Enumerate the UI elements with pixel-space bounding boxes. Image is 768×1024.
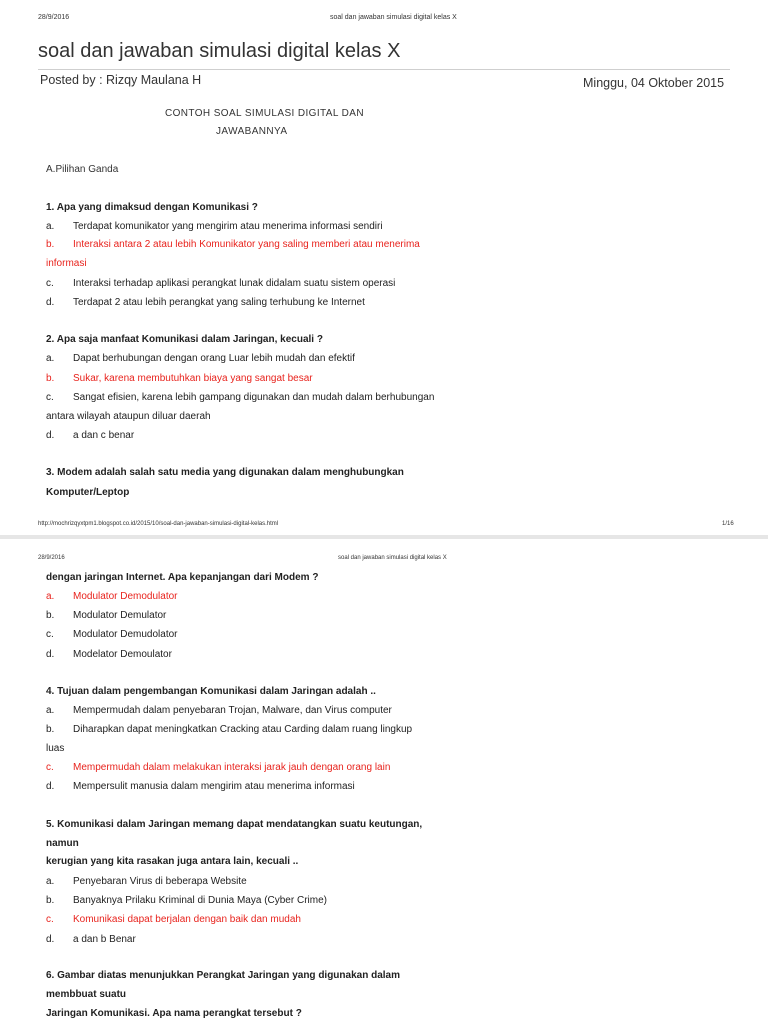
option-5d: d. a dan b Benar xyxy=(46,934,136,945)
question-5-line3: kerugian yang kita rasakan juga antara lain, kecuali .. xyxy=(46,856,299,867)
option-2d: d. a dan c benar xyxy=(46,430,135,441)
question-3-line3: dengan jaringan Internet. Apa kepanjangan dari Modem ? xyxy=(46,572,319,583)
page2-header-date: 28/9/2016 xyxy=(38,555,65,561)
question-2: 2. Apa saja manfaat Komunikasi dalam Jaringan, kecuali ? xyxy=(46,334,323,345)
question-3-line2: Komputer/Leptop xyxy=(46,487,130,498)
posted-by: Posted by : Rizqy Maulana H xyxy=(40,73,202,87)
option-1a: a. Terdapat komunikator yang mengirim atau menerima informasi sendiri xyxy=(46,221,383,232)
question-6-line1: 6. Gambar diatas menunjukkan Perangkat Jaringan yang digunakan dalam xyxy=(46,970,400,981)
option-4d: d. Mempersulit manusia dalam mengirim atau menerima informasi xyxy=(46,781,355,792)
option-5b: b. Banyaknya Prilaku Kriminal di Dunia Maya (Cyber Crime) xyxy=(46,895,327,906)
question-4: 4. Tujuan dalam pengembangan Komunikasi dalam Jaringan adalah .. xyxy=(46,686,376,697)
page1-header-title: soal dan jawaban simulasi digital kelas X xyxy=(330,14,457,21)
page1-footer-page: 1/16 xyxy=(722,521,734,527)
option-4a: a. Mempermudah dalam penyebaran Trojan, Malware, dan Virus computer xyxy=(46,705,392,716)
option-4c-correct: c. Mempermudah dalam melakukan interaksi jarak jauh dengan orang lain xyxy=(46,762,391,773)
option-2c-continuation: antara wilayah ataupun diluar daerah xyxy=(46,411,211,422)
page-separator xyxy=(0,535,768,539)
option-1d: d. Terdapat 2 atau lebih perangkat yang saling terhubung ke Internet xyxy=(46,297,365,308)
option-3d: d. Modelator Demoulator xyxy=(46,649,172,660)
question-1: 1. Apa yang dimaksud dengan Komunikasi ? xyxy=(46,202,258,213)
page2-header-title: soal dan jawaban simulasi digital kelas X xyxy=(338,555,447,561)
question-6-line2: membbuat suatu xyxy=(46,989,127,1000)
option-1b-correct: b. Interaksi antara 2 atau lebih Komunikator yang saling memberi atau menerima xyxy=(46,239,420,250)
option-1b-continuation: informasi xyxy=(46,258,87,269)
question-6-line3: Jaringan Komunikasi. Apa nama perangkat tersebut ? xyxy=(46,1008,302,1019)
content-title-line1: CONTOH SOAL SIMULASI DIGITAL DAN xyxy=(165,108,364,119)
post-date: Minggu, 04 Oktober 2015 xyxy=(583,76,725,90)
option-5a: a. Penyebaran Virus di beberapa Website xyxy=(46,876,247,887)
page1-footer-url: http://mochrizqyxtpm1.blogspot.co.id/2015/10/soal-dan-jawaban-simulasi-digital-kelas.html xyxy=(38,521,279,527)
question-5-line2: namun xyxy=(46,838,79,849)
question-3-line1: 3. Modem adalah salah satu media yang digunakan dalam menghubungkan xyxy=(46,467,404,478)
section-heading: A.Pilihan Ganda xyxy=(46,164,119,175)
option-5c-correct: c. Komunikasi dapat berjalan dengan baik dan mudah xyxy=(46,914,301,925)
option-3c: c. Modulator Demudolator xyxy=(46,629,178,640)
option-2c: c. Sangat efisien, karena lebih gampang digunakan dan mudah dalam berhubungan xyxy=(46,392,435,403)
title-divider xyxy=(38,69,730,70)
option-2b-correct: b. Sukar, karena membutuhkan biaya yang sangat besar xyxy=(46,373,313,384)
option-3a-correct: a. Modulator Demodulator xyxy=(46,591,178,602)
page1-header-date: 28/9/2016 xyxy=(38,14,70,21)
option-4b-continuation: luas xyxy=(46,743,65,754)
option-4b: b. Diharapkan dapat meningkatkan Cracking atau Carding dalam ruang lingkup xyxy=(46,724,413,735)
question-5-line1: 5. Komunikasi dalam Jaringan memang dapat mendatangkan suatu keutungan, xyxy=(46,819,423,830)
option-1c: c. Interaksi terhadap aplikasi perangkat lunak didalam suatu sistem operasi xyxy=(46,278,396,289)
content-title-line2: JAWABANNYA xyxy=(216,126,288,137)
post-title: soal dan jawaban simulasi digital kelas X xyxy=(38,40,401,62)
option-2a: a. Dapat berhubungan dengan orang Luar lebih mudah dan efektif xyxy=(46,353,355,364)
option-3b: b. Modulator Demulator xyxy=(46,610,167,621)
